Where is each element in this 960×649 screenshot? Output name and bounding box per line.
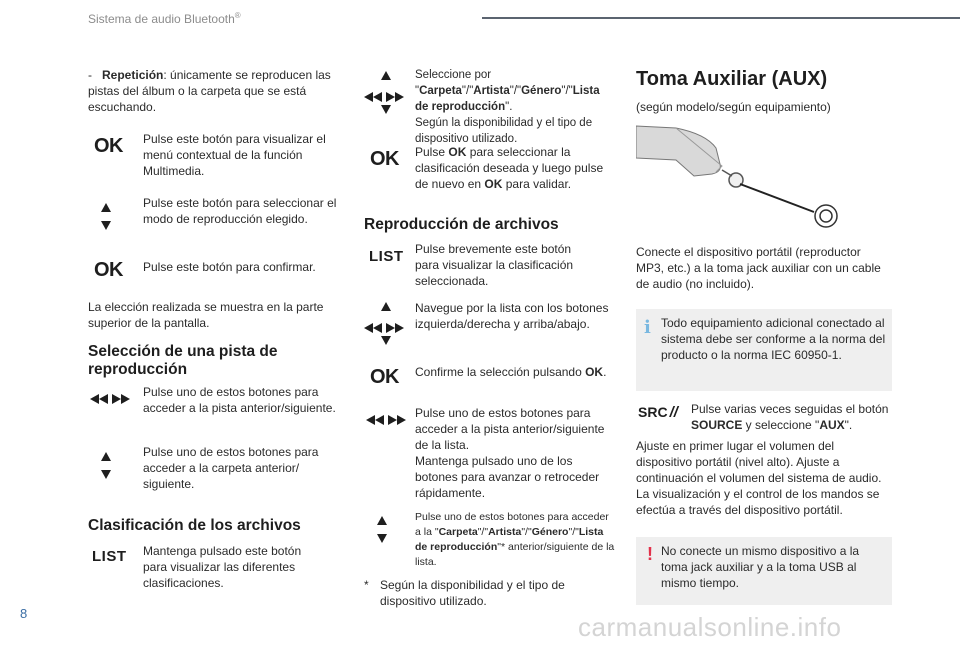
arrow-down-icon [101,470,111,479]
arrow-right-icon [386,323,395,333]
aux-subtitle: (según modelo/según equipamiento) [636,100,831,114]
watermark: carmanualsonline.info [578,612,842,642]
select-mode-text: Pulse este botón para seleccionar el modo de reproducción elegido. [143,196,337,226]
arrow-up-icon [101,203,111,212]
info-icon: i [644,317,651,338]
source-select-text: Pulse varias veces seguidas el botón SOURCE y seleccione "AUX". [691,402,889,432]
track-prev-next-text: Pulse uno de estos botones para acceder a la pista anterior/siguiente. [143,385,336,415]
footnote-text: Según la disponibilidad y el tipo de dispositivo utilizado. [380,578,565,608]
warning-note-text: No conecte un mismo dispositivo a la toma jack auxiliar y a la toma USB al mismo tiempo. [661,544,860,590]
ud-list-arrows-icon [377,516,387,543]
heading-aux: Toma Auxiliar (AUX) [636,68,828,90]
page-number: 8 [20,606,28,621]
arrow-up-icon [377,516,387,525]
running-header: Sistema de audio Bluetooth® [88,11,241,26]
selection-shown-para: La elección realizada se muestra en la parte superior de la pantalla. [88,300,324,330]
footnote-star: * [364,578,369,592]
up-down-arrows-icon [101,203,111,230]
arrow-left-icon [364,92,373,102]
folder-prev-next-text: Pulse uno de estos botones para acceder a la carpeta anterior/ siguiente. [143,445,319,491]
heading-playback: Reproducción de archivos [364,216,559,233]
ok-select-icon: OK [370,148,399,170]
ok-select-text: Pulse OK para seleccionar la clasificación deseada y luego pulse de nuevo en OK para validar. [415,145,604,191]
arrow-down-icon [381,336,391,345]
src-button-icon: SRC // [638,404,678,421]
bullet-repeticion: - Repetición: únicamente se reproducen las pistas del álbum o la carpeta que se está escuchando. [88,68,331,114]
arrow-right-icon [386,92,395,102]
lr-list-text: Pulse uno de estos botones para acceder a la pista anterior/siguiente de la lista. Mantenga pulsado uno de los botones para avanzar o retroceder rápidamente. [415,406,605,500]
list-button-icon: LIST [92,548,127,565]
left-right-arrows-icon [90,391,130,409]
heading-select-track: Selección de una pista de reproducción [88,343,278,378]
header-bar [482,17,960,19]
arrow-left-icon [373,323,382,333]
confirm-selection-text: Confirme la selección pulsando OK. [415,365,607,379]
four-way-arrows-icon [364,71,408,117]
ok-confirm2-icon: OK [370,366,399,388]
adjust-volume-text: Ajuste en primer lugar el volumen del dispositivo portátil (nivel alto). Ajuste a continuación el volumen del sistema de audio. La visualización y el control de los mandos se efectúa a través del dispositivo portátil. [636,439,882,517]
arrow-down-icon [101,221,111,230]
info-note-box [636,309,892,391]
arrow-down-icon [381,105,391,114]
folder-up-down-icon [101,452,111,479]
arrow-left-icon [364,323,373,333]
arrow-right-icon [388,415,397,425]
navigate-arrows-icon [364,302,408,348]
ud-list-text: Pulse uno de estos botones para acceder a la "Carpeta"/"Artista"/"Género"/"Lista de reproducción"* anterior/siguiente de la lista. [415,511,615,568]
arrow-left-icon [375,415,384,425]
heading-classification: Clasificación de los archivos [88,517,301,534]
arrow-left-icon [373,92,382,102]
arrow-left-icon [99,394,108,404]
jack-plug-illustration-icon [636,118,846,230]
lr-list-arrows-icon [366,412,406,430]
arrow-up-icon [381,302,391,311]
confirm-text: Pulse este botón para confirmar. [143,260,316,274]
list-hold-text: Mantenga pulsado este botón para visualizar las diferentes clasificaciones. [143,544,302,590]
arrow-left-icon [90,394,99,404]
ok-confirm-icon: OK [94,259,123,281]
arrow-down-icon [377,534,387,543]
arrow-up-icon [381,71,391,80]
warning-note-box [636,537,892,605]
warning-icon: ! [647,544,653,564]
list-short-icon: LIST [369,248,404,265]
select-by-text: Seleccione por "Carpeta"/"Artista"/"Género"/"Lista de reproducción". Según la disponibilidad y el tipo de dispositivo utilizado. [415,69,600,145]
ok-menu-text: Pulse este botón para visualizar el menú contextual de la función Multimedia. [143,132,326,178]
arrow-right-icon [395,323,404,333]
arrow-right-icon [121,394,130,404]
navigate-text: Navegue por la lista con los botones izquierda/derecha y arriba/abajo. [415,301,609,331]
ok-button-icon: OK [94,135,123,157]
info-note-text: Todo equipamiento adicional conectado al sistema debe ser conforme a la norma del producto o la norma IEC 60950-1. [661,316,886,362]
arrow-right-icon [395,92,404,102]
arrow-right-icon [397,415,406,425]
arrow-left-icon [366,415,375,425]
connect-device-text: Conecte el dispositivo portátil (reproductor MP3, etc.) a la toma jack auxiliar con un cable de audio (no incluido). [636,245,881,291]
arrow-right-icon [112,394,121,404]
arrow-up-icon [101,452,111,461]
list-short-text: Pulse brevemente este botón para visualizar la clasificación seleccionada. [415,242,574,288]
